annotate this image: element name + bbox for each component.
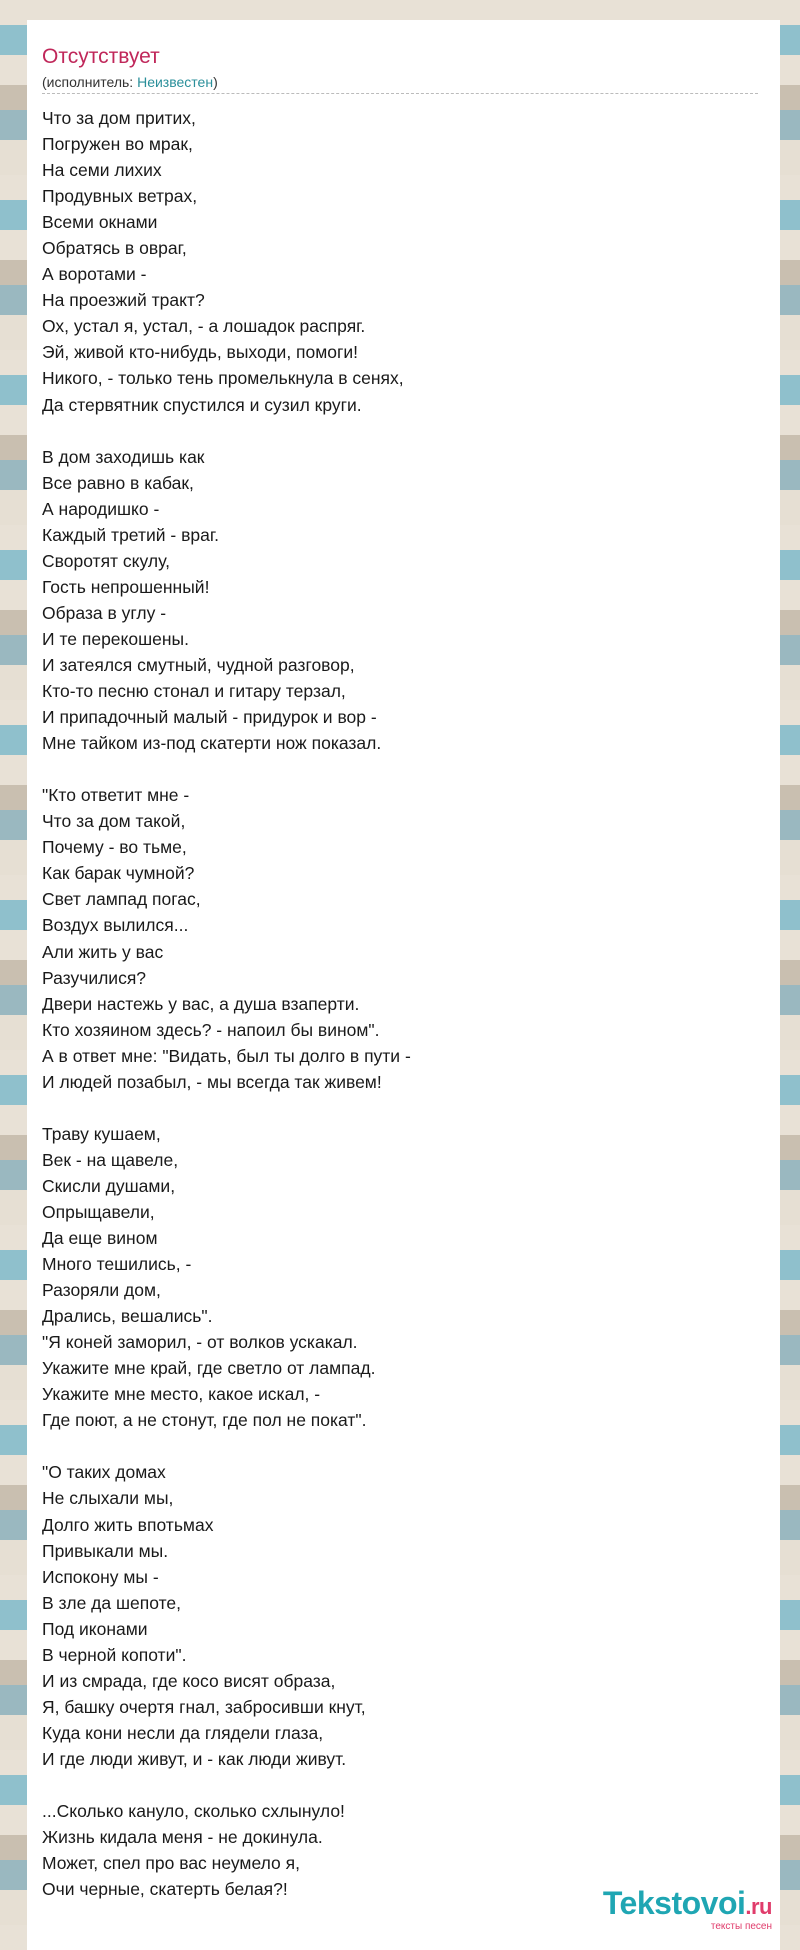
- lyrics-stanza: [42, 1459, 742, 1772]
- lyric-line: Образа в углу -: [42, 602, 167, 623]
- lyric-line: "Я коней заморил, - от волков ускакал.: [42, 1332, 358, 1353]
- lyric-line: Что за дом такой,: [42, 811, 186, 832]
- lyric-line: И людей позабыл, - мы всегда так живем!: [42, 1071, 382, 1092]
- lyric-line: Своротят скулу,: [42, 550, 170, 571]
- lyric-line: Куда кони несли да глядели глаза,: [42, 1722, 324, 1743]
- lyric-line: Разучилися?: [42, 967, 147, 988]
- lyric-line: Укажите мне место, какое искал, -: [42, 1384, 321, 1405]
- lyric-line: Ох, устал я, устал, - а лошадок распряг.: [42, 316, 366, 337]
- lyric-line: Траву кушаем,: [42, 1123, 161, 1144]
- lyric-line: Продувных ветрах,: [42, 186, 198, 207]
- artist-prefix: (исполнитель:: [42, 74, 138, 90]
- lyric-line: Погружен во мрак,: [42, 134, 193, 155]
- lyric-line: Эй, живой кто-нибудь, выходи, помоги!: [42, 342, 359, 363]
- lyrics-body: [42, 105, 742, 1902]
- lyric-line: Привыкали мы.: [42, 1540, 169, 1561]
- lyric-line: В зле да шепоте,: [42, 1592, 181, 1613]
- lyric-line: Укажите мне край, где светло от лампад.: [42, 1358, 376, 1379]
- lyric-line: Каждый третий - враг.: [42, 524, 219, 545]
- lyric-line: И где люди живут, и - как люди живут.: [42, 1748, 347, 1769]
- lyric-line: Как барак чумной?: [42, 863, 195, 884]
- lyric-line: "Кто ответит мне -: [42, 785, 190, 806]
- lyric-line: Али жить у вас: [42, 941, 164, 962]
- lyric-line: ...Сколько кануло, сколько схлынуло!: [42, 1801, 345, 1822]
- lyric-line: Долго жить впотьмах: [42, 1514, 214, 1535]
- lyric-line: Обратясь в овраг,: [42, 238, 187, 259]
- lyrics-stanza: [42, 1121, 742, 1434]
- logo-brand: Tekstovoi: [602, 1885, 746, 1921]
- lyrics-stanza: [42, 105, 742, 418]
- lyrics-stanza: [42, 444, 742, 757]
- lyric-line: Кто-то песню стонал и гитару терзал,: [42, 681, 346, 702]
- logo-tld: .ru: [745, 1894, 772, 1919]
- artist-line: [42, 73, 218, 91]
- lyric-line: Двери настежь у вас, а душа взаперти.: [42, 993, 360, 1014]
- lyrics-stanza: [42, 782, 742, 1095]
- lyric-line: И припадочный малый - придурок и вор -: [42, 707, 377, 728]
- lyric-line: Дрались, вешались".: [42, 1306, 213, 1327]
- lyric-line: Я, башку очертя гнал, забросивши кнут,: [42, 1696, 366, 1717]
- artist-suffix: ): [213, 74, 218, 90]
- lyric-line: Век - на щавеле,: [42, 1149, 179, 1170]
- logo-tagline: тексты песен: [710, 1921, 772, 1932]
- lyric-line: Никого, - только тень промелькнула в сенях,: [42, 368, 404, 389]
- lyric-line: А воротами -: [42, 264, 147, 285]
- lyric-line: А народишко -: [42, 498, 160, 519]
- lyric-line: Скисли душами,: [42, 1175, 176, 1196]
- lyric-line: Мне тайком из-под скатерти нож показал.: [42, 733, 382, 754]
- lyric-line: Да стервятник спустился и сузил круги.: [42, 394, 362, 415]
- lyric-line: Да еще вином: [42, 1228, 158, 1249]
- title-divider: [42, 93, 758, 94]
- lyric-line: Свет лампад погас,: [42, 889, 201, 910]
- lyric-line: Очи черные, скатерть белая?!: [42, 1879, 288, 1900]
- lyric-line: Может, спел про вас неумело я,: [42, 1853, 300, 1874]
- lyric-line: Много тешились, -: [42, 1254, 192, 1275]
- lyric-line: Воздух вылился...: [42, 915, 189, 936]
- artist-link[interactable]: Неизвестен: [137, 74, 214, 90]
- lyric-line: Опрыщавели,: [42, 1201, 155, 1222]
- lyric-line: Гость непрошенный!: [42, 576, 210, 597]
- lyric-line: В черной копоти".: [42, 1644, 187, 1665]
- site-logo[interactable]: [603, 1887, 772, 1932]
- lyric-line: Жизнь кидала меня - не докинула.: [42, 1827, 323, 1848]
- lyric-line: Где поют, а не стонут, где пол не покат".: [42, 1410, 367, 1431]
- lyric-line: Испокону мы -: [42, 1566, 159, 1587]
- lyric-line: Почему - во тьме,: [42, 837, 187, 858]
- lyric-line: На проезжий тракт?: [42, 290, 205, 311]
- lyric-line: А в ответ мне: "Видать, был ты долго в пути -: [42, 1045, 411, 1066]
- lyric-line: На семи лихих: [42, 160, 162, 181]
- song-title: Отсутствует: [42, 45, 160, 68]
- lyric-line: Разоряли дом,: [42, 1280, 161, 1301]
- lyric-line: И те перекошены.: [42, 628, 189, 649]
- lyric-line: Под иконами: [42, 1618, 148, 1639]
- lyric-line: "О таких домах: [42, 1462, 166, 1483]
- lyric-line: В дом заходишь как: [42, 446, 205, 467]
- lyric-line: Что за дом притих,: [42, 108, 196, 128]
- lyric-line: Все равно в кабак,: [42, 472, 194, 493]
- lyric-line: И затеялся смутный, чудной разговор,: [42, 654, 355, 675]
- lyric-line: И из смрада, где косо висят образа,: [42, 1670, 336, 1691]
- lyric-line: Кто хозяином здесь? - напоил бы вином".: [42, 1019, 380, 1040]
- lyric-line: Всеми окнами: [42, 212, 158, 233]
- lyric-line: Не слыхали мы,: [42, 1488, 174, 1509]
